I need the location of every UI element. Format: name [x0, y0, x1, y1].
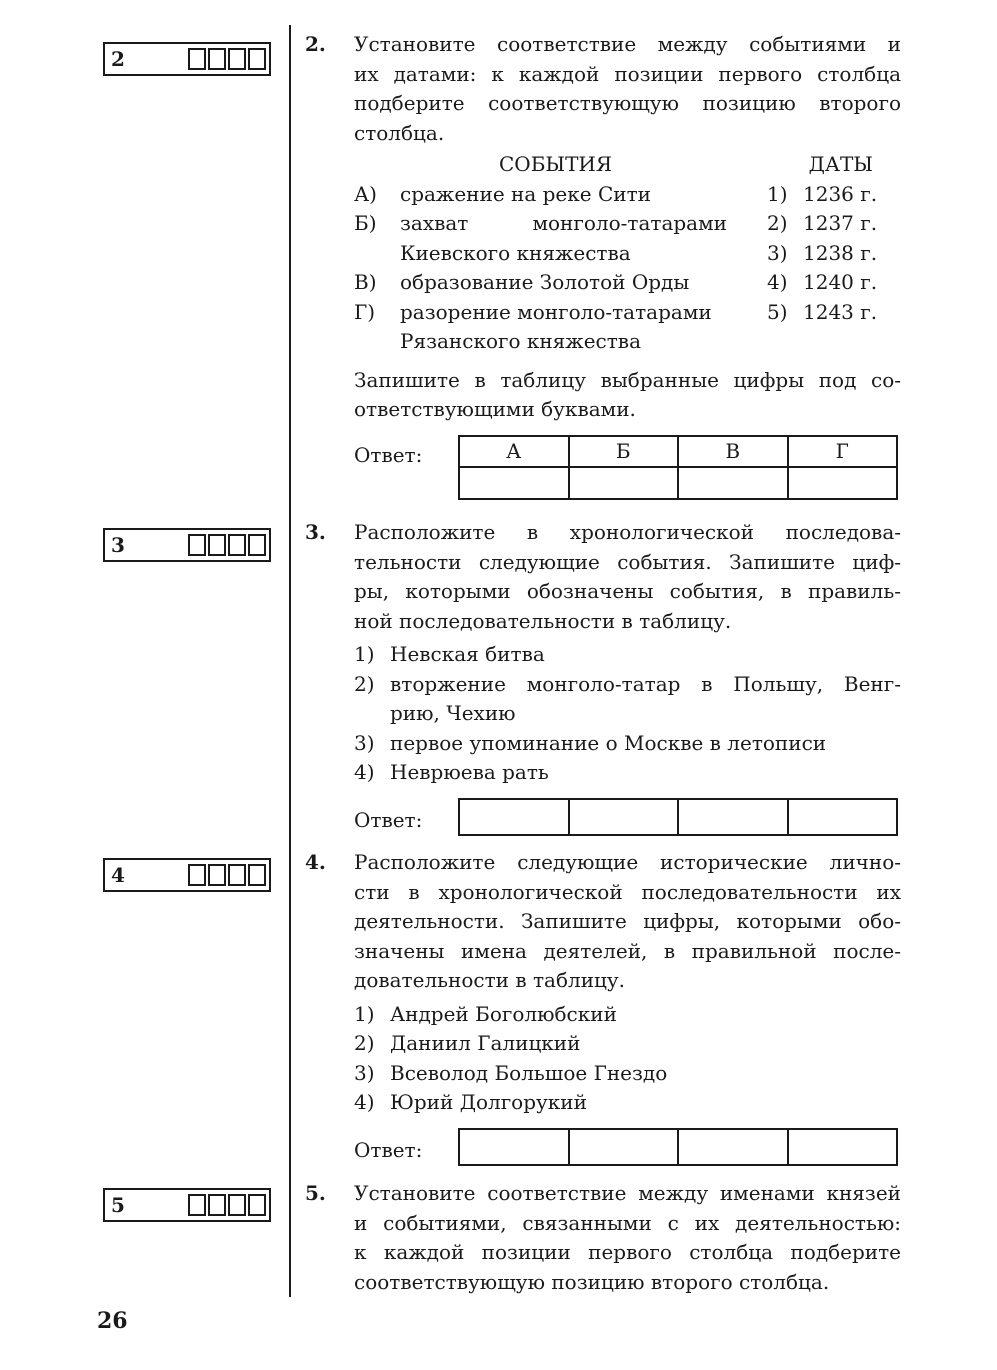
match-row: [354, 239, 901, 269]
code-cell[interactable]: [188, 864, 206, 886]
page-number: 26: [97, 1308, 128, 1334]
task-5: [305, 1179, 901, 1297]
item-text-continued: рию, Чехию: [390, 701, 516, 725]
code-cell[interactable]: [248, 1194, 266, 1216]
item-label: 3): [354, 1060, 375, 1085]
task-3: [305, 518, 901, 836]
event-text: сражение на реке Сити: [400, 181, 651, 206]
item-text: Всеволод Большое Гнездо: [390, 1060, 668, 1085]
item-label: 4): [354, 760, 375, 784]
answer-input-cell[interactable]: [569, 1129, 679, 1165]
code-cell[interactable]: [188, 1194, 206, 1216]
answer-row: [354, 435, 901, 501]
code-cell[interactable]: [228, 48, 246, 70]
task-intro-line: ной последовательности в таблицу.: [354, 608, 732, 633]
answer-header-cell: Г: [788, 436, 898, 468]
code-cell[interactable]: [208, 1194, 226, 1216]
item-label: 2): [354, 1031, 375, 1055]
match-row: [354, 327, 901, 357]
task-number: 3.: [305, 520, 326, 544]
answer-code-box-5: [103, 1188, 271, 1222]
list-item: [354, 640, 901, 670]
date-value: 1237 г.: [803, 211, 878, 235]
answer-table: [458, 798, 898, 836]
task-number: 4.: [305, 850, 326, 874]
answer-input-cell[interactable]: [678, 799, 788, 835]
code-cell[interactable]: [188, 534, 206, 556]
list-item: [354, 758, 901, 788]
list-item: [354, 1029, 901, 1059]
task-2: [305, 30, 901, 500]
code-cell[interactable]: [208, 48, 226, 70]
task-intro-line: Расположите в хронологической последова-: [354, 520, 901, 544]
task-intro-line: и событиями, связанными с их деятельностью:: [354, 1210, 901, 1235]
item-label: 2): [354, 671, 375, 696]
code-cell[interactable]: [188, 48, 206, 70]
list-item-continued: [354, 699, 901, 729]
task-intro-line: тельности следующие события. Запишите циф-: [354, 549, 901, 574]
date-label: 4): [767, 270, 788, 294]
item-label: 4): [354, 1090, 375, 1114]
date-label: 2): [767, 211, 788, 235]
date-value: 1240 г.: [803, 270, 878, 294]
match-row: [354, 209, 901, 239]
answer-header-cell: В: [678, 436, 788, 468]
answer-input-cell[interactable]: [569, 467, 679, 499]
match-row: [354, 298, 901, 328]
answer-input-cell[interactable]: [788, 799, 898, 835]
event-text: захват монголо-татарами: [400, 211, 727, 235]
date-label: 3): [767, 240, 788, 265]
code-cell[interactable]: [208, 534, 226, 556]
task-intro-line: Расположите следующие исторические лично-: [354, 850, 901, 874]
item-text: вторжение монголо-татар в Польшу, Венг-: [390, 671, 901, 696]
task-code-number: 2: [111, 47, 125, 71]
instruction-line: Запишите в таблицу выбранные цифры под со-: [354, 367, 901, 392]
date-label: 1): [767, 181, 788, 206]
task-intro-line: сти в хронологической последовательности их: [354, 879, 901, 904]
event-text: разорение монголо-татарами: [400, 299, 712, 324]
date-label: 5): [767, 299, 788, 324]
list-item: [354, 670, 901, 700]
task-intro-line: Установите соответствие между именами князей: [354, 1181, 901, 1205]
answer-input-cell[interactable]: [569, 799, 679, 835]
answer-input-cell[interactable]: [459, 1129, 569, 1165]
task-number: 5.: [305, 1181, 326, 1205]
event-text-continued: Рязанского княжества: [400, 329, 641, 353]
list-item: [354, 1000, 901, 1030]
list-item: [354, 1059, 901, 1089]
answer-input-cell[interactable]: [788, 1129, 898, 1165]
date-value: 1243 г.: [803, 299, 878, 324]
task-intro-line: их датами: к каждой позиции первого столбца: [354, 61, 901, 86]
answer-label: Ответ:: [354, 442, 423, 467]
answer-code-box-3: [103, 528, 271, 562]
item-label: 1): [354, 642, 375, 666]
instruction-line: ответствующими буквами.: [354, 397, 636, 421]
task-intro-line: соответствующую позицию второго столбца.: [354, 1269, 830, 1294]
match-row: [354, 268, 901, 298]
task-intro-line: деятельности. Запишите цифры, которыми обо-: [354, 909, 901, 933]
answer-input-cell[interactable]: [788, 467, 898, 499]
answer-header-cell: А: [459, 436, 569, 468]
event-label: Г): [354, 299, 376, 324]
task-intro-line: значены имена деятелей, в правильной после-: [354, 938, 901, 963]
task-code-number: 3: [111, 533, 125, 557]
code-cell[interactable]: [248, 48, 266, 70]
events-column-header: СОБЫТИЯ: [499, 152, 613, 176]
item-text: Андрей Боголюбский: [390, 1001, 617, 1026]
item-label: 1): [354, 1001, 375, 1026]
task-intro-line: ры, которыми обозначены события, в правиль-: [354, 579, 901, 603]
answer-row: [354, 1128, 901, 1166]
item-text: Невская битва: [390, 642, 545, 666]
event-label: А): [354, 181, 377, 206]
item-text: Неврюева рать: [390, 760, 549, 784]
answer-input-cell[interactable]: [678, 1129, 788, 1165]
task-intro-line: подберите соответствующую позицию второго: [354, 91, 901, 115]
match-row: [354, 180, 901, 210]
answer-table: [458, 435, 898, 501]
date-value: 1238 г.: [803, 240, 878, 265]
answer-row: [354, 798, 901, 836]
margin-divider: [289, 25, 291, 1297]
code-cell[interactable]: [248, 864, 266, 886]
list-item: [354, 1088, 901, 1118]
task-4: [305, 848, 901, 1166]
answer-label: Ответ:: [354, 1137, 423, 1162]
dates-column-header: ДАТЫ: [808, 152, 873, 176]
task-intro-line: столбца.: [354, 120, 445, 145]
event-text-continued: Киевского княжества: [400, 240, 631, 265]
answer-input-cell[interactable]: [678, 467, 788, 499]
answer-input-cell[interactable]: [459, 467, 569, 499]
answer-code-box-4: [103, 858, 271, 892]
task-intro-line: довательности в таблицу.: [354, 968, 626, 992]
answer-table: [458, 1128, 898, 1166]
event-label: В): [354, 270, 377, 294]
answer-input-cell[interactable]: [459, 799, 569, 835]
task-code-number: 5: [111, 1193, 125, 1217]
task-code-number: 4: [111, 863, 125, 887]
event-text: образование Золотой Орды: [400, 270, 690, 294]
date-value: 1236 г.: [803, 181, 878, 206]
code-cell[interactable]: [248, 534, 266, 556]
code-cell[interactable]: [208, 864, 226, 886]
item-text: Даниил Галицкий: [390, 1031, 581, 1055]
item-label: 3): [354, 730, 375, 755]
answer-label: Ответ:: [354, 807, 423, 832]
task-number: 2.: [305, 32, 326, 56]
code-cell[interactable]: [228, 534, 246, 556]
list-item: [354, 729, 901, 759]
answer-header-cell: Б: [569, 436, 679, 468]
item-text: Юрий Долгорукий: [390, 1090, 587, 1114]
answer-code-box-2: [103, 42, 271, 76]
code-cell[interactable]: [228, 864, 246, 886]
task-intro-line: к каждой позиции первого столбца подберите: [354, 1240, 901, 1264]
event-label: Б): [354, 211, 377, 235]
task-intro-line: Установите соответствие между событиями и: [354, 32, 901, 56]
item-text: первое упоминание о Москве в летописи: [390, 730, 827, 755]
code-cell[interactable]: [228, 1194, 246, 1216]
